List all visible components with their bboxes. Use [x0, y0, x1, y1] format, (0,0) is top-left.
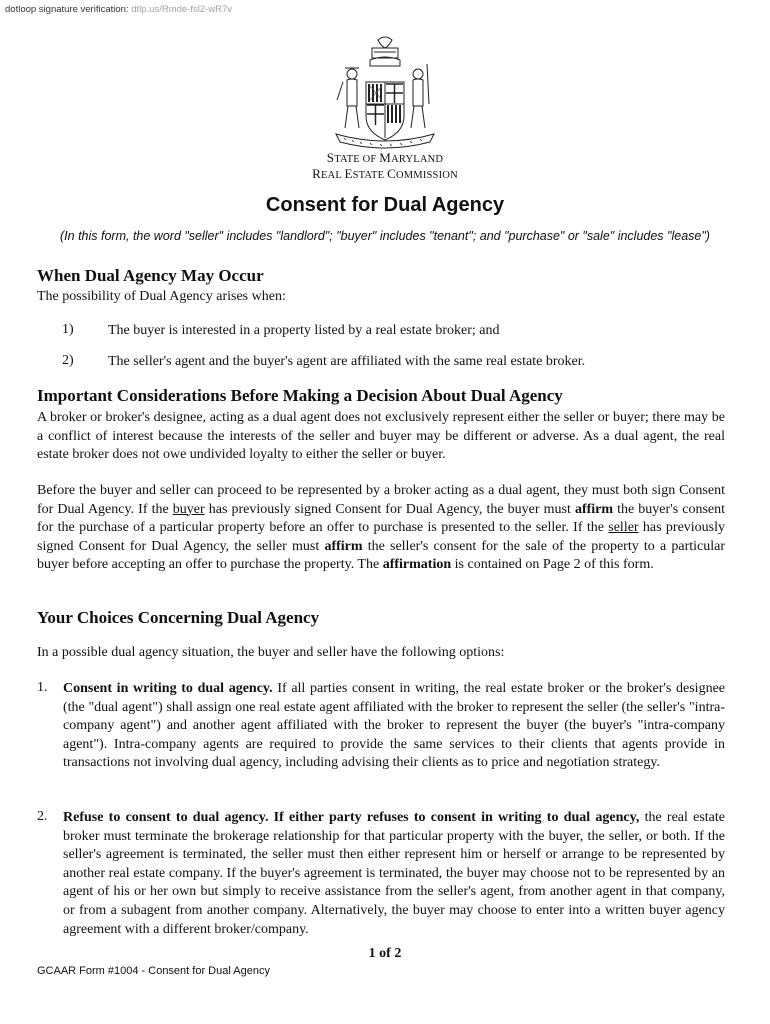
- form-footer: GCAAR Form #1004 - Consent for Dual Agency: [37, 965, 270, 977]
- signature-verification: [5, 4, 232, 15]
- section1-intro: The possibility of Dual Agency arises when:: [37, 289, 286, 304]
- maryland-seal-icon: [330, 34, 440, 152]
- list-item-number: 1): [62, 322, 74, 337]
- verification-label: dotloop signature verification:: [5, 4, 129, 15]
- list-item: The seller's agent and the buyer's agent are affiliated with the same real estate broker.: [108, 354, 586, 369]
- verification-link[interactable]: dtlp.us/Rmde-fsl2-wR7v: [131, 4, 233, 15]
- option-number: 1.: [37, 680, 48, 695]
- form-title: Consent for Dual Agency: [265, 194, 505, 216]
- list-item: The buyer is interested in a property listed by a real estate broker; and: [108, 323, 500, 338]
- list-item-number: 2): [62, 353, 74, 368]
- option-refuse: Refuse to consent to dual agency. If either party refuses to consent in writing to dual agency, the real estate broker must terminate the brokerage relationship for that particular property with the buyer, the seller, or both. If the seller's agreement is terminated, the seller must then either represent him or herself or arrange to be represented by another real estate company. If the buyer's agreement is terminated, the buyer may choose not to be represented by an agent of his or her own but simply to receive assistance from the seller's agent, from another agent in that company, or from a subagent from another company. Alternatively, the buyer may choose to enter into a written buyer agency agreement with a different broker/company.: [63, 810, 726, 937]
- option-number: 2.: [37, 809, 48, 824]
- choices-intro: In a possible dual agency situation, the buyer and seller have the following options:: [37, 645, 505, 660]
- section-heading-choices: Your Choices Concerning Dual Agency: [37, 608, 320, 627]
- option-consent: Consent in writing to dual agency. If all parties consent in writing, the real estate broker or the broker's designee (the "dual agent") shall assign one real estate agent affiliated with the broker to represent the seller (the seller's "intra-company agent") and another agent affiliated with the broker to represent the buyer (the buyer's "intra-company agent"). Intra-company agents are required to provide the same services to their clients that agents provide in transactions not involving dual agency, including advising their clients as to price and negotiation strategy.: [63, 681, 725, 771]
- considerations-paragraph-2: Before the buyer and seller can proceed to be represented by a broker acting as a dual agent, they must both sign Consent for Dual Agency. If the buyer has previously signed Consent for Dual Agency, the buyer must affirm the buyer's consent for the purchase of a particular property before an offer to purchase is presented to the seller. If the seller has previously signed Consent for Dual Agency, the seller must affirm the seller's consent for the sale of the property to a particular buyer before accepting an offer to purchase the property. The affirmation is contained on Page 2 of this form.: [37, 483, 726, 573]
- real-estate-commission-heading: REAL ESTATE COMMISSION: [312, 166, 458, 181]
- state-of-maryland-heading: STATE OF MARYLAND: [326, 150, 444, 165]
- section-heading-when: When Dual Agency May Occur: [37, 266, 264, 285]
- page-number: 1 of 2: [368, 946, 402, 961]
- section-heading-considerations: Important Considerations Before Making a Decision About Dual Agency: [37, 386, 563, 405]
- form-subtitle: (In this form, the word "seller" includes "landlord"; "buyer" includes "tenant"; and "purchase" or "sale" includes "lease"): [60, 229, 710, 243]
- considerations-paragraph-1: A broker or broker's designee, acting as a dual agent does not exclusively represent either the seller or buyer; there may be a conflict of interest because the interests of the seller and buyer may be different or adverse. As a dual agent, the real estate broker does not owe undivided loyalty to either the seller or buyer.: [37, 410, 725, 463]
